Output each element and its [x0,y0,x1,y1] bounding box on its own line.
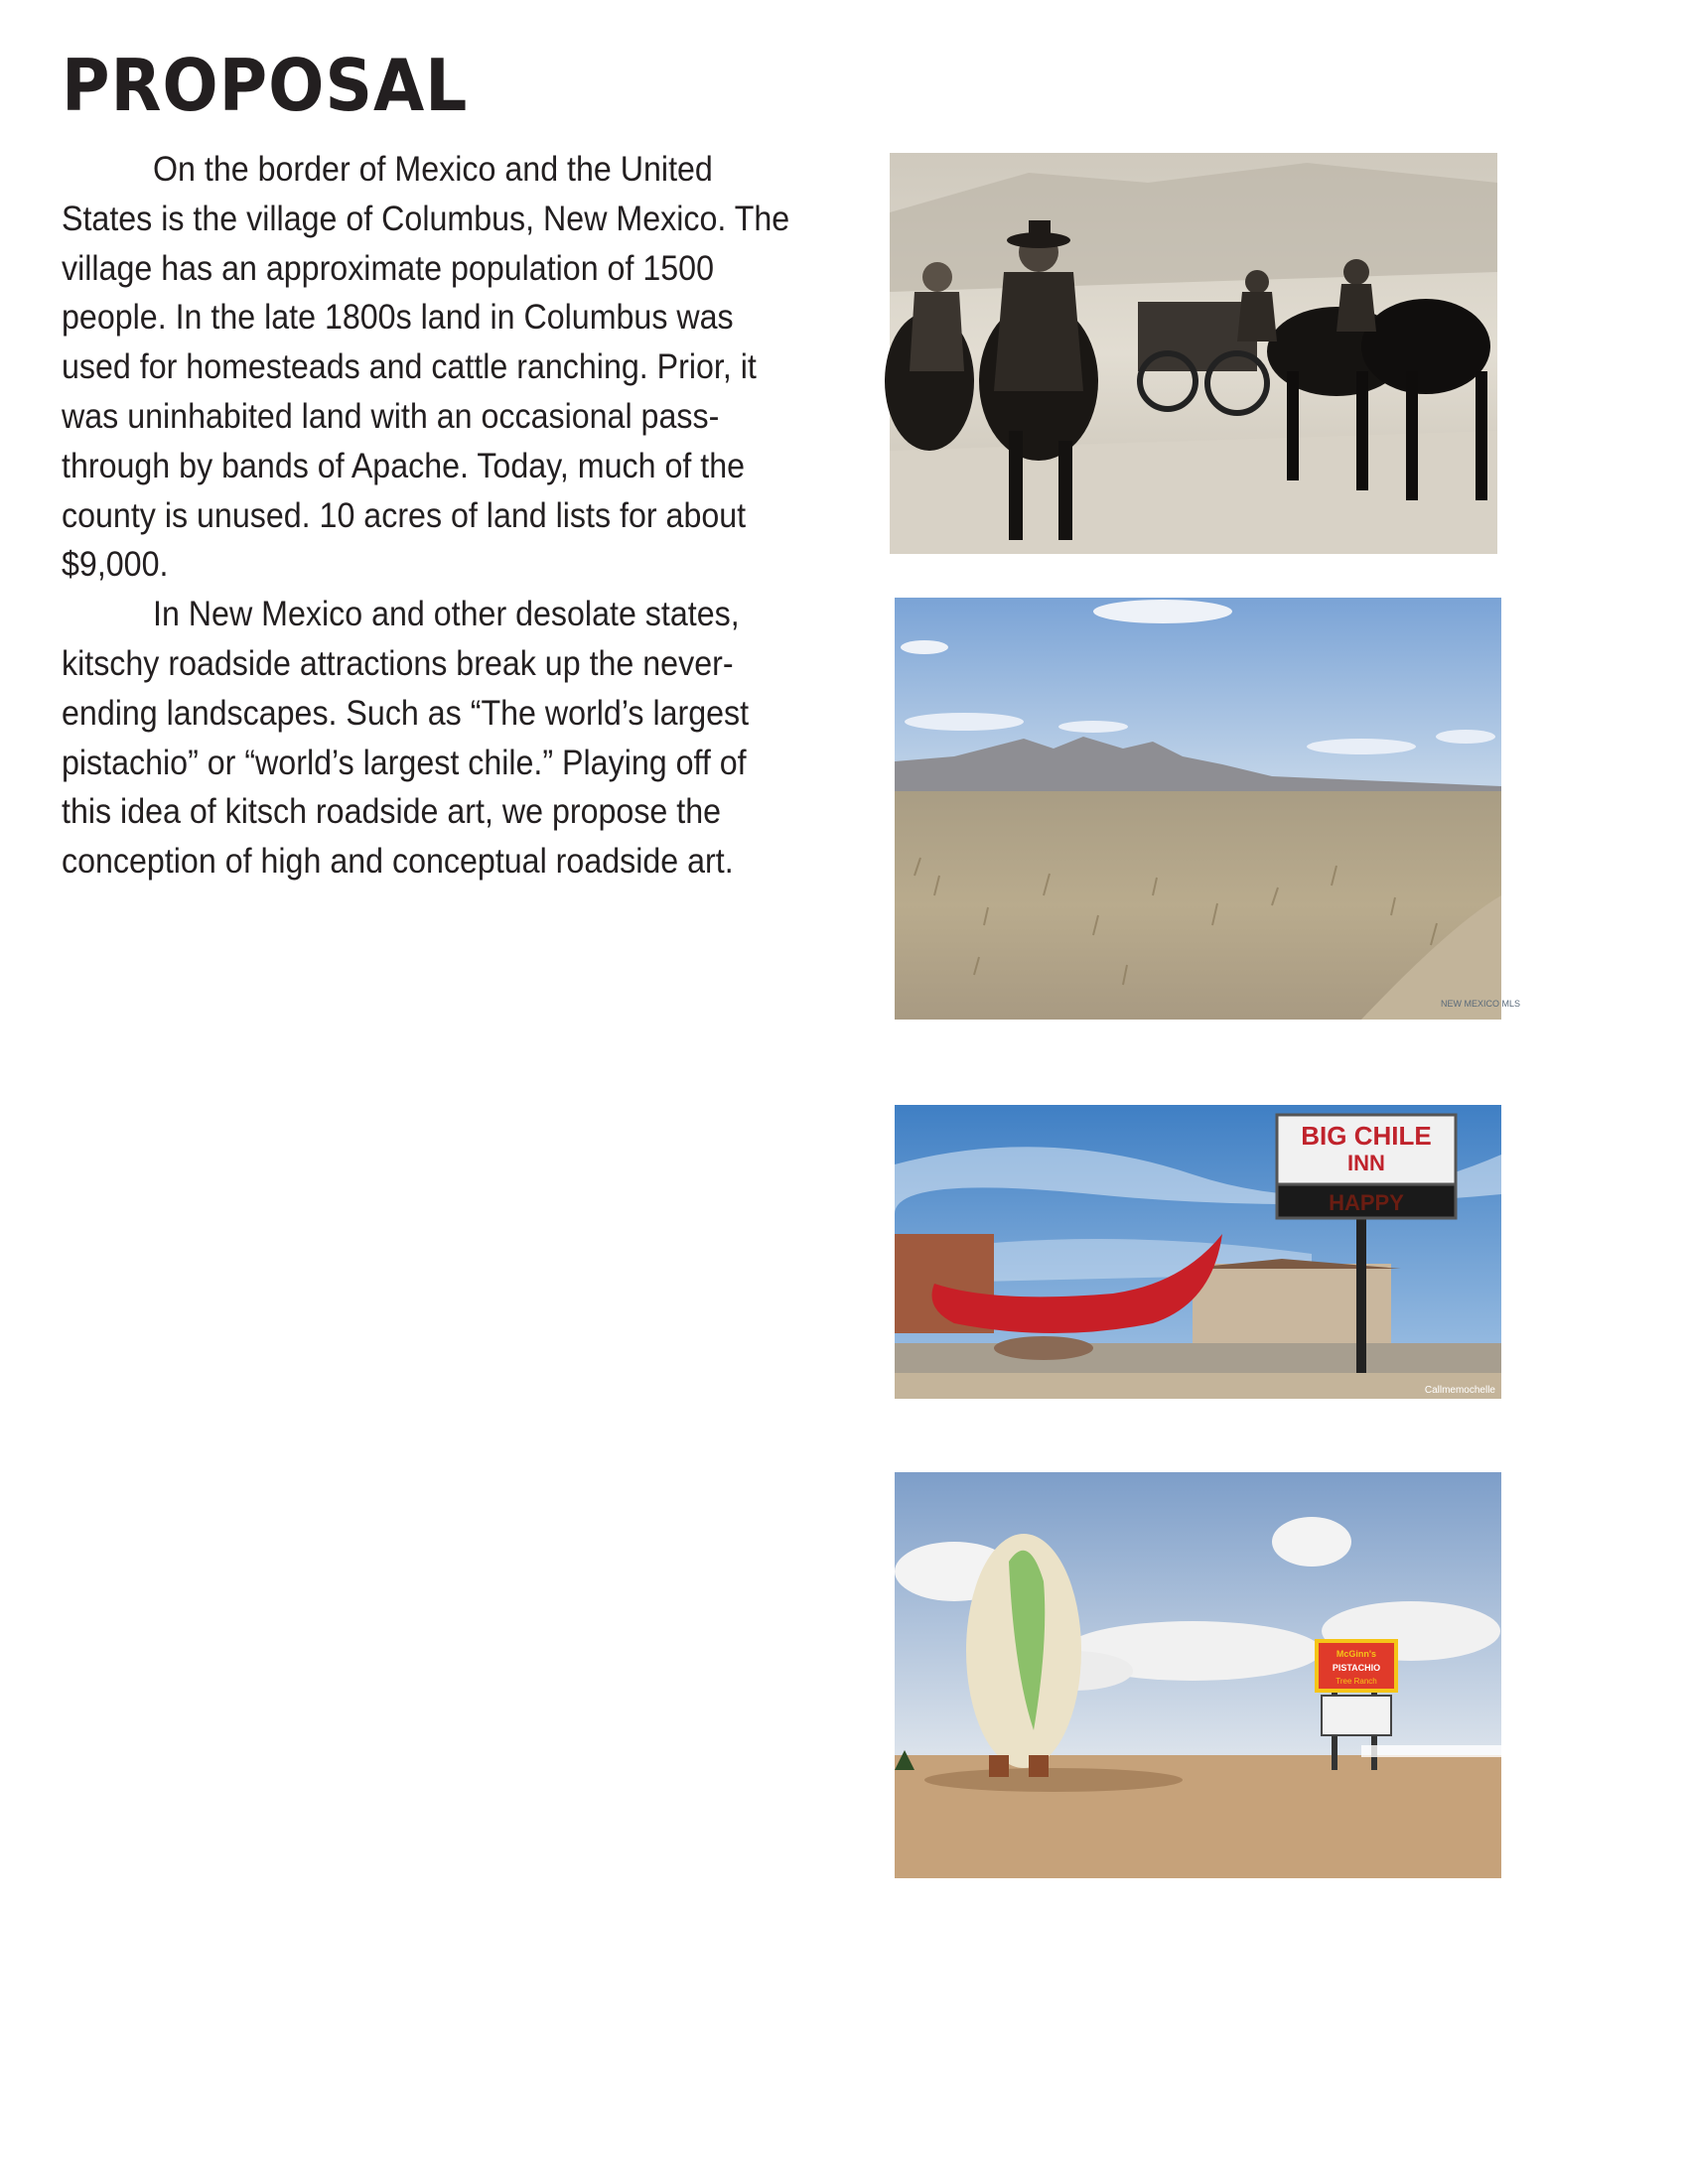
pistachio-sign-name: PISTACHIO [1332,1663,1381,1673]
paragraph-proposal [62,590,801,887]
desert-land-photo [895,598,1521,1020]
pistachio-sign-ranch: Tree Ranch [1336,1677,1377,1686]
historic-riders-photo [890,153,1497,554]
chile-watermark: Callmemochelle [1424,1385,1495,1396]
pistachio-sign-owner: McGinn's [1336,1649,1377,1659]
page-title: PROPOSAL [62,44,469,127]
paragraph-history [62,145,801,590]
body-text [62,145,801,887]
chile-sign-name: BIG CHILE [1301,1121,1432,1151]
chile-sign-marquee: HAPPY [1329,1190,1404,1215]
big-chile-photo [895,1105,1501,1399]
chile-sign-inn: INN [1347,1151,1385,1175]
paragraph-proposal-text: In New Mexico and other desolate states, kitschy roadside attractions break up the never-ending landscapes. Such as “The world’s largest pistachio” or “world’s largest chile.” Playing off of this idea of kitsch roadside art, we propose the conception of high and conceptual roadside art. [62,595,750,882]
land-watermark: NEW MEXICO MLS [1441,999,1521,1009]
big-pistachio-photo [895,1472,1501,1878]
paragraph-history-text: On the border of Mexico and the United States is the village of Columbus, New Mexico. The village has an approximate population of 1500 people. In the late 1800s land in Columbus was used for homesteads and cattle ranching. Prior, it was uninhabited land with an occasional pass-through by bands of Apache. Today, much of the county is unused. 10 acres of land lists for about $9,000. [62,150,790,585]
